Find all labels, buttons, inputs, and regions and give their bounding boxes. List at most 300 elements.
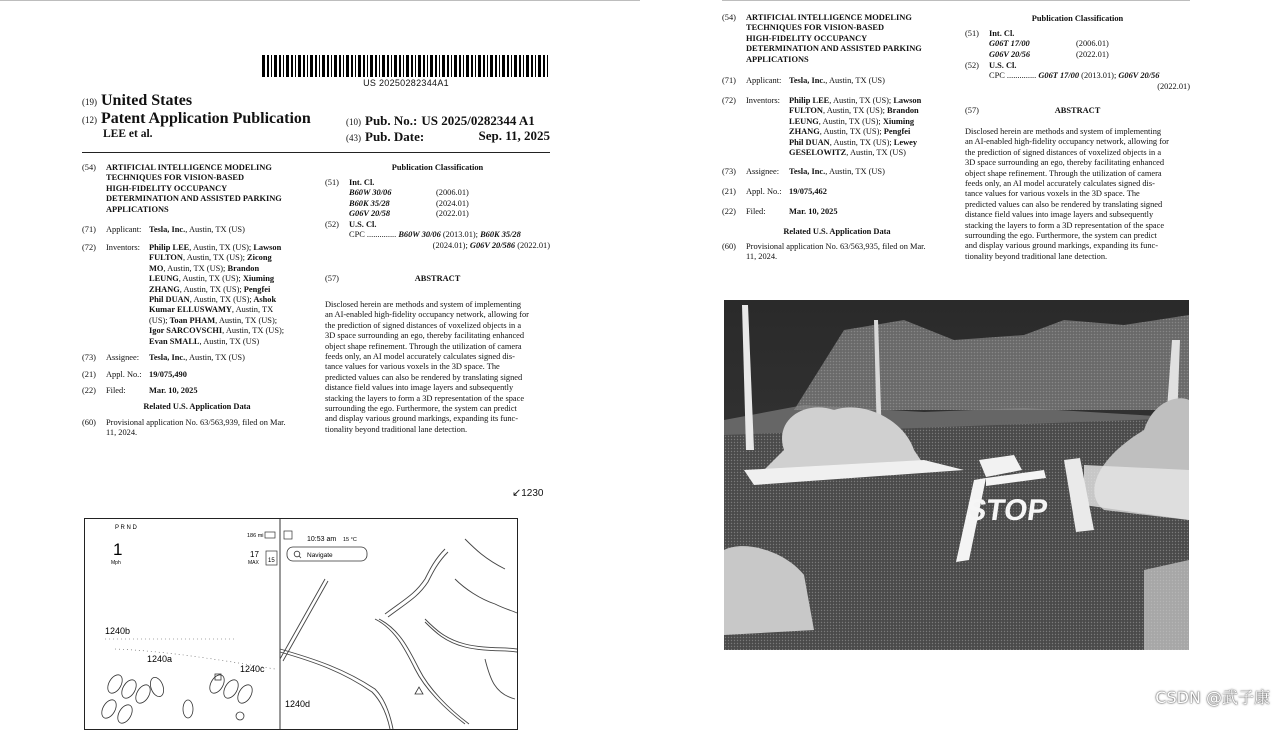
inventor-line: [789, 148, 921, 158]
inventor-text: , Austin, TX (US);: [822, 106, 885, 116]
barcode-bar: [367, 55, 368, 77]
pub-type: Patent Application Publication: [101, 110, 311, 127]
inventor-line: [149, 305, 284, 315]
header-rule: [82, 152, 550, 153]
right-applicant-loc: , Austin, TX (US): [825, 76, 885, 85]
int-cl-row: [349, 188, 549, 198]
pub-no-label: Pub. No.:: [365, 113, 418, 128]
right-pub-class-heading: Publication Classification: [1031, 14, 1124, 23]
barcode-bar: [286, 55, 289, 77]
barcode-bar: [487, 55, 488, 77]
barcode-bar: [406, 55, 409, 77]
int-cl-row: [989, 39, 1189, 49]
speed-unit: Mph: [111, 560, 121, 566]
parked-car-5: [99, 697, 119, 720]
title-line: HIGH-FIDELITY OCCUPANCY: [746, 33, 868, 43]
us-cl-label: U.S. Cl.: [349, 220, 377, 229]
inventor-text: FULTON: [149, 253, 183, 263]
title-line: HIGH-FIDELITY OCCUPANCY: [106, 183, 228, 193]
cpc-code-2: B60K 35/28: [480, 230, 521, 240]
right-abstract-heading: ABSTRACT: [1054, 106, 1101, 115]
inventor-text: , Austin, TX: [231, 305, 274, 315]
country-line: [82, 92, 192, 110]
barcode-bar: [475, 55, 476, 77]
abstract-line: predicted values can also be rendered by translating signed: [325, 372, 523, 382]
barcode-bar: [274, 55, 277, 77]
right-us-cl-label: U.S. Cl.: [989, 61, 1017, 70]
appl-label: Appl. No.:: [106, 370, 142, 379]
inventor-text: Kumar ELLUSWAMY: [149, 305, 232, 315]
top-divider: [0, 0, 640, 1]
abstract-line: Disclosed herein are methods and system of implementing: [325, 300, 522, 309]
title-line: APPLICATIONS: [746, 54, 809, 64]
patent-title: [106, 163, 282, 215]
right-cpc-block: [989, 71, 1190, 92]
barcode-bar: [439, 55, 440, 77]
barcode-bar: [543, 55, 545, 77]
inventor-line: [149, 253, 284, 263]
cpc-block: [349, 230, 550, 251]
title-line: APPLICATIONS: [106, 204, 169, 214]
inventor-short: LEE et al.: [103, 128, 153, 140]
inventor-text: ZHANG: [149, 284, 180, 294]
road-6: [280, 649, 393, 729]
inventor-text: Philip LEE: [149, 243, 190, 252]
temperature-readout: 15 °C: [343, 537, 357, 543]
lock-icon: [284, 531, 292, 539]
right-us-cl-code: (52): [965, 61, 979, 70]
abstract-line: object shape refinement. Through the utilization of camera: [965, 168, 1162, 178]
callout-1240a: 1240a: [147, 654, 173, 664]
speed-limit-max: MAX: [248, 560, 259, 566]
barcode-bar: [370, 55, 373, 77]
barcode-bar: [351, 55, 353, 77]
parked-car-6: [115, 702, 135, 725]
barcode-bar: [322, 55, 325, 77]
abstract-line: tionality beyond traditional lane detection.: [965, 251, 1108, 261]
int-cl-code: G06V 20/56: [989, 49, 1031, 59]
inventor-text: Lewey: [891, 137, 918, 147]
inventor-line: [789, 96, 921, 106]
barcode-bar: [459, 55, 461, 77]
occupancy-render-drawing: [724, 300, 1189, 650]
int-cl-year: (2024.01): [436, 198, 469, 208]
abstract-line: and display various ground markings, expanding its func-: [325, 414, 519, 424]
pub-no: US 2025/0282344 A1: [421, 113, 535, 128]
abstract-line: tionality beyond traditional lane detection.: [325, 424, 468, 434]
inventor-text: , Austin, TX (US);: [829, 137, 892, 147]
inventor-text: , Austin, TX (US);: [215, 315, 278, 325]
barcode-bar: [427, 55, 428, 77]
barcode-bar: [499, 55, 500, 77]
int-cl-code: G06T 17/00: [989, 39, 1030, 49]
barcode-bar: [382, 55, 385, 77]
int-cl-code: G06V 20/58: [349, 209, 391, 219]
right-inventors-list: [789, 96, 921, 158]
title-line: ARTIFICIAL INTELLIGENCE MODELING: [746, 13, 912, 22]
barcode-bar: [423, 55, 425, 77]
int-cl-code: B60W 30/06: [349, 188, 392, 198]
us-cl-code: (52): [325, 220, 339, 229]
inventor-text: , Austin, TX (US);: [222, 326, 285, 336]
inventor-line: [149, 326, 284, 336]
abstract-line: an AI-enabled high-fidelity occupancy network, allowing for: [325, 310, 529, 320]
barcode-bar: [303, 55, 305, 77]
barcode-bar: [511, 55, 512, 77]
country: United States: [101, 92, 193, 109]
barcode-bar: [358, 55, 361, 77]
callout-1240c: 1240c: [240, 664, 265, 674]
right-applicant-code: (71): [722, 76, 736, 85]
right-cpc-code-1: G06T 17/00: [1038, 71, 1080, 81]
barcode-bar: [310, 55, 313, 77]
barcode-bar: [483, 55, 485, 77]
barcode-bar: [411, 55, 413, 77]
provisional-code: (60): [82, 418, 96, 427]
applicant-code: (71): [82, 225, 96, 234]
inventor-text: Lawson: [891, 96, 922, 105]
barcode-bar: [495, 55, 497, 77]
right-applicant-label: Applicant:: [746, 76, 782, 85]
filed-label: Filed:: [106, 386, 126, 395]
parking-spot-marker: [236, 712, 244, 720]
pub-type-line: [82, 110, 311, 128]
appl-code: (21): [82, 370, 96, 379]
assignee-name: Tesla, Inc.: [149, 353, 186, 362]
figure-1230-display: [84, 518, 518, 730]
inventor-text: , Austin, TX (US);: [163, 263, 226, 273]
int-cl-row: [989, 50, 1189, 60]
display-drawing: [85, 519, 517, 729]
right-provisional-code: (60): [722, 242, 736, 251]
inventor-line: [149, 274, 284, 284]
barcode-bar: [435, 55, 437, 77]
road-2-edge: [379, 619, 469, 724]
provisional-line: 11, 2024.: [106, 428, 138, 438]
ego-arrow-icon: [415, 687, 423, 694]
title-code: (54): [82, 163, 96, 172]
barcode-bar: [535, 55, 536, 77]
inventors-list: [149, 243, 284, 347]
barcode-bar: [447, 55, 449, 77]
barcode-bar: [331, 55, 332, 77]
cpc-year-1: (2013.01);: [440, 230, 481, 240]
inventor-text: , Austin, TX (US): [846, 148, 906, 158]
right-provisional-text: [746, 242, 926, 263]
shadow-highlight-right: [1144, 560, 1189, 650]
right-appl-label: Appl. No.:: [746, 187, 782, 196]
barcode-bar: [538, 55, 541, 77]
title-line: ARTIFICIAL INTELLIGENCE MODELING: [106, 163, 272, 172]
barcode-bar: [391, 55, 392, 77]
figure-ref-number: 1230: [521, 488, 544, 499]
inventor-text: Brandon: [225, 263, 260, 273]
abstract-line: an AI-enabled high-fidelity occupancy network, allowing for: [965, 137, 1169, 147]
right-assignee-label: Assignee:: [746, 167, 780, 176]
title-line: DETERMINATION AND ASSISTED PARKING: [106, 194, 282, 204]
abstract-heading: ABSTRACT: [414, 274, 461, 283]
int-cl-row: [349, 199, 549, 209]
inventor-line: [789, 127, 921, 137]
barcode-bar: [526, 55, 529, 77]
abstract-line: stacking the layers to form a 3D representation of the space: [965, 220, 1165, 230]
road-1-edge: [388, 552, 448, 617]
barcode-bar: [463, 55, 464, 77]
inventor-text: Lawson: [251, 243, 282, 252]
road-3-edge: [425, 622, 517, 652]
barcode-bar: [502, 55, 505, 77]
abstract-line: stacking the layers to form a 3D representation of the space: [325, 393, 525, 403]
navigate-placeholder: Navigate: [307, 552, 333, 559]
right-assignee-code: (73): [722, 167, 736, 176]
inventor-text: Xiuming: [880, 116, 915, 126]
abstract-line: tance values for various voxels in the 3D space. The: [325, 362, 500, 372]
right-patent-title: [746, 13, 922, 65]
inventors-code: (72): [82, 243, 96, 252]
barcode-bar: [279, 55, 281, 77]
barcode-bar: [346, 55, 349, 77]
abstract-line: Disclosed herein are methods and system of implementing: [965, 127, 1162, 136]
inventor-text: Zicong: [244, 253, 272, 263]
abstract-line: the prediction of signed distances of voxelized objects in a: [325, 320, 522, 330]
inventor-text: MO: [149, 263, 164, 273]
inventor-text: , Austin, TX (US);: [189, 243, 252, 252]
speed-limit-sign-value: 15: [268, 558, 275, 564]
speed-limit-number: 17: [250, 550, 259, 559]
int-cl-code: (51): [325, 178, 339, 187]
applicant-name: Tesla, Inc.: [149, 225, 186, 234]
right-int-cl-code: (51): [965, 29, 979, 38]
abstract-line: distance field values into image layers and subsequently: [965, 210, 1154, 220]
cpc-code-1: B60W 30/06: [398, 230, 441, 240]
provisional-text: [106, 418, 286, 439]
right-cpc-code-2: G06V 20/56: [1118, 71, 1160, 81]
figure-ref: [512, 486, 543, 499]
barcode-bar: [547, 55, 548, 77]
barcode-bar: [507, 55, 509, 77]
inventor-text: GESELOWITZ: [789, 148, 847, 158]
provisional-line: 11, 2024.: [746, 252, 778, 262]
right-int-cl-list: [989, 39, 1189, 60]
pub-no-code: (10): [346, 117, 361, 127]
inventor-text: , Austin, TX (US);: [819, 127, 882, 137]
barcode-bar: [283, 55, 284, 77]
inventor-text: , Austin, TX (US): [199, 336, 260, 346]
battery-icon: [265, 532, 275, 538]
inventor-text: Brandon: [884, 106, 919, 116]
barcode-bar: [343, 55, 344, 77]
ground-marking-text: STOP: [964, 494, 1050, 527]
abstract-line: tance values for various voxels in the 3D space. The: [965, 189, 1140, 199]
right-cpc-label: CPC ..............: [989, 71, 1037, 81]
abstract-line: distance field values into image layers and subsequently: [325, 383, 514, 393]
country-code: (19): [82, 97, 97, 107]
ego-vehicle: [183, 700, 193, 718]
right-cpc-year-2: (2022.01): [1157, 81, 1190, 91]
inventor-text: Toan PHAM: [167, 315, 216, 325]
inventor-line: [789, 117, 921, 127]
right-filed-date: Mar. 10, 2025: [789, 207, 838, 216]
pub-date-code: (43): [346, 133, 361, 143]
abstract-line: feeds only, an AI model accurately calculates signed dis-: [965, 179, 1155, 189]
int-cl-label: Int. Cl.: [349, 178, 375, 187]
abstract-code: (57): [325, 274, 339, 283]
barcode-bar: [379, 55, 380, 77]
barcode-bar: [363, 55, 365, 77]
inventor-text: Xiuming: [240, 274, 275, 284]
barcode-bar: [415, 55, 416, 77]
barcode-bar: [466, 55, 469, 77]
barcode-bar: [298, 55, 301, 77]
barcode-bar: [403, 55, 404, 77]
leader-arrow: ↙: [512, 487, 522, 499]
pub-date: Sep. 11, 2025: [478, 128, 550, 143]
barcode-bar: [451, 55, 452, 77]
pub-type-code: (12): [82, 115, 97, 125]
abstract-line: and display various ground markings, expanding its func-: [965, 241, 1159, 251]
barcode-bar: [394, 55, 397, 77]
parked-car-4: [148, 676, 166, 699]
abstract-line: predicted values can also be rendered by translating signed: [965, 199, 1163, 209]
int-cl-row: [349, 209, 549, 219]
abstract-line: surrounding the ego. Furthermore, the system can predict: [325, 404, 517, 414]
inventor-text: Phil DUAN: [149, 295, 190, 305]
inventor-line: [149, 285, 284, 295]
barcode-bar: [531, 55, 533, 77]
road-4: [455, 579, 517, 613]
right-assignee-loc: , Austin, TX (US): [825, 167, 885, 176]
pub-class-heading: Publication Classification: [391, 163, 484, 172]
inventor-text: , Austin, TX (US);: [829, 96, 892, 105]
int-cl-year: (2022.01): [436, 209, 469, 219]
barcode-bar: [490, 55, 493, 77]
inventor-text: Evan SMALL: [149, 336, 200, 346]
right-filed-label: Filed:: [746, 207, 766, 216]
barcode-number: US 20250282344A1: [363, 78, 449, 88]
right-appl-no: 19/075,462: [789, 187, 827, 196]
inventor-text: Ashok: [251, 295, 277, 305]
barcode-bar: [295, 55, 296, 77]
pub-date-label: Pub. Date:: [365, 129, 425, 144]
inventor-line: [149, 337, 284, 347]
cpc-year-2: (2024.01);: [432, 240, 470, 250]
right-related-heading: Related U.S. Application Data: [783, 227, 891, 236]
right-applicant-name: Tesla, Inc.: [789, 76, 826, 85]
applicant-loc: , Austin, TX (US): [185, 225, 245, 234]
title-line: TECHNIQUES FOR VISION-BASED: [106, 173, 245, 183]
inventor-text: LEUNG: [149, 274, 179, 284]
watermark: CSDN @武子康: [1155, 688, 1270, 707]
barcode-bar: [387, 55, 389, 77]
barcode-bar: [514, 55, 517, 77]
barcode-bar: [339, 55, 341, 77]
barcode-bar: [319, 55, 320, 77]
title-line: DETERMINATION AND ASSISTED PARKING: [746, 44, 922, 54]
barcode-bar: [315, 55, 317, 77]
pub-date-line: [346, 128, 550, 146]
int-cl-list: [349, 188, 549, 219]
barcode-bar: [375, 55, 377, 77]
right-top-divider: [722, 0, 1190, 1]
int-cl-year: (2022.01): [1076, 49, 1109, 59]
inventor-text: , Austin, TX (US);: [178, 274, 241, 284]
inventor-line: [149, 264, 284, 274]
assignee-loc: , Austin, TX (US): [185, 353, 245, 362]
barcode: [262, 55, 550, 79]
cpc-year-3: (2022.01): [515, 240, 550, 250]
callout-1240b: 1240b: [105, 626, 131, 636]
abstract-line: the prediction of signed distances of voxelized objects in a: [965, 147, 1162, 157]
inventor-line: [789, 138, 921, 148]
inventor-line: [149, 316, 284, 326]
abstract-line: 3D space surrounding an ego, thereby facilitating enhanced: [965, 158, 1165, 168]
barcode-bar: [478, 55, 481, 77]
abstract-text: [325, 300, 550, 435]
road-5-edge: [283, 581, 328, 661]
abstract-line: 3D space surrounding an ego, thereby facilitating enhanced: [325, 331, 525, 341]
road-1: [385, 549, 445, 614]
filed-date: Mar. 10, 2025: [149, 386, 198, 395]
road-8: [485, 659, 515, 699]
right-abstract-text: [965, 127, 1190, 262]
barcode-bar: [262, 55, 265, 77]
inventor-text: Pengfei: [241, 284, 271, 294]
road-7: [465, 539, 505, 569]
inventor-line: [149, 243, 284, 253]
inventor-text: Phil DUAN: [789, 137, 830, 147]
assignee-code: (73): [82, 353, 96, 362]
right-inventors-code: (72): [722, 96, 736, 105]
callout-1240d: 1240d: [285, 699, 311, 709]
cpc-code-3: G06V 20/586: [469, 240, 516, 250]
right-appl-code: (21): [722, 187, 736, 196]
inventor-text: ZHANG: [789, 127, 820, 137]
cpc-label: CPC ..............: [349, 230, 397, 240]
abstract-line: object shape refinement. Through the utilization of camera: [325, 341, 522, 351]
occupancy-render-image: [724, 300, 1189, 650]
provisional-line: Provisional application No. 63/563,939, filed on Mar.: [106, 418, 286, 427]
patent-page-left: [0, 0, 640, 720]
road-5: [280, 579, 325, 659]
inventor-text: , Austin, TX (US);: [179, 284, 242, 294]
barcode-bar: [355, 55, 356, 77]
inventors-label: Inventors:: [106, 243, 140, 252]
inventor-text: FULTON: [789, 106, 823, 116]
parked-cars: [99, 672, 255, 725]
gear-indicator: P R N D: [115, 525, 137, 531]
inventor-text: (US);: [149, 315, 168, 325]
int-cl-year: (2006.01): [1076, 39, 1109, 49]
appl-no: 19/075,490: [149, 370, 187, 379]
inventor-text: Philip LEE: [789, 96, 830, 105]
inventor-text: Pengfei: [881, 127, 911, 137]
right-title-code: (54): [722, 13, 736, 22]
inventor-text: , Austin, TX (US);: [182, 253, 245, 263]
barcode-bar: [399, 55, 401, 77]
provisional-line: Provisional application No. 63/563,935, filed on Mar.: [746, 242, 926, 251]
right-assignee-name: Tesla, Inc.: [789, 167, 826, 176]
abstract-line: feeds only, an AI model accurately calculates signed dis-: [325, 352, 515, 362]
speed-readout: 1: [113, 540, 123, 559]
applicant-label: Applicant:: [106, 225, 142, 234]
clock-readout: 10:53 am: [307, 536, 337, 543]
abstract-line: surrounding the ego. Furthermore, the system can predict: [965, 231, 1157, 241]
barcode-bar: [291, 55, 293, 77]
barcode-bar: [334, 55, 337, 77]
related-heading: Related U.S. Application Data: [143, 402, 251, 411]
barcode-bar: [519, 55, 521, 77]
barcode-bar: [418, 55, 421, 77]
